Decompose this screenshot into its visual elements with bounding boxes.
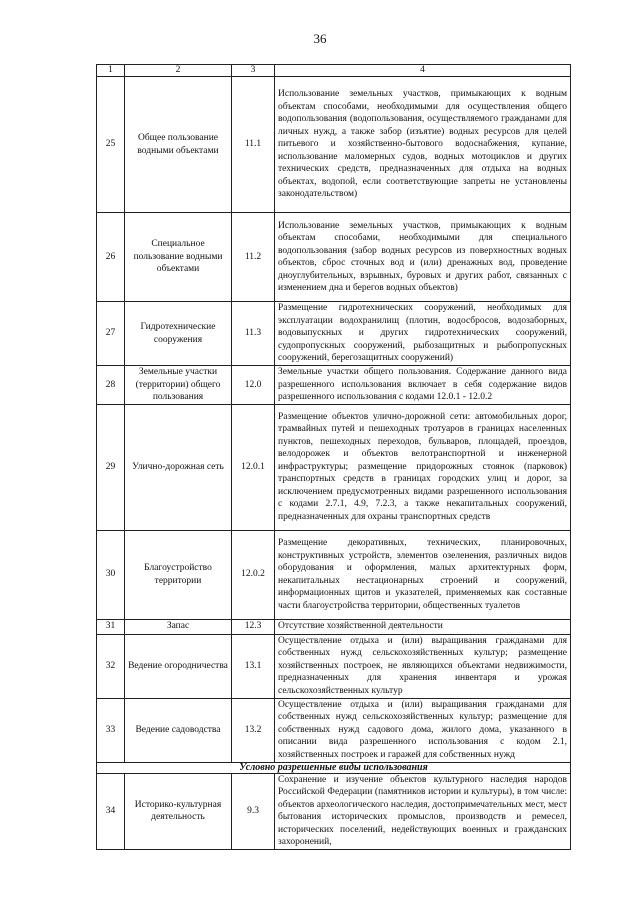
section-row: [97, 762, 571, 773]
row-number: 34: [97, 773, 125, 849]
row-code: 12.3: [232, 619, 275, 634]
row-name: Земельные участки (территории) общего пользования: [125, 366, 232, 405]
row-number: 27: [97, 302, 125, 366]
row-number: 30: [97, 530, 125, 619]
header-col-1: 1: [97, 65, 125, 77]
row-code: 11.3: [232, 302, 275, 366]
land-use-table: [96, 64, 571, 850]
page-number: 36: [313, 31, 327, 46]
row-name: Улично-дорожная сеть: [125, 404, 232, 530]
table-row: [97, 530, 571, 619]
row-number: 26: [97, 213, 125, 302]
table-row: [97, 366, 571, 405]
row-number: 25: [97, 77, 125, 213]
header-col-3: 3: [232, 65, 275, 77]
row-name: Запас: [125, 619, 232, 634]
header-col-2: 2: [125, 65, 232, 77]
header-col-4: 4: [275, 65, 571, 77]
row-description: Земельные участки общего пользования. Содержание данного вида разрешенного использования включает в себя содержание видов разрешенного использования с кодами 12.0.1 - 12.0.2: [275, 366, 571, 405]
table-row: [97, 773, 571, 849]
row-number: 33: [97, 698, 125, 762]
row-description: Осуществление отдыха и (или) выращивания гражданами для собственных нужд сельскохозяйственных культур; размещение для собственных нужд садового дома, жилого дома, указанного в описании вида разрешенного использования с кодом 2.1, хозяйственных построек и гаражей для собственных нужд: [275, 698, 571, 762]
row-description: Отсутствие хозяйственной деятельности: [275, 619, 571, 634]
row-description: Размещение гидротехнических сооружений, необходимых для эксплуатации водохранилищ (плотин, водосбросов, водозаборных, водовыпускных и других гидротехнических сооружений, судопропускных сооружений, рыбозащитных и рыбопропускных сооружений, берегозащитных сооружений): [275, 302, 571, 366]
row-code: 9.3: [232, 773, 275, 849]
row-description: Использование земельных участков, примыкающих к водным объектам способами, необходимыми для осуществления общего водопользования (водопользования, осуществляемого гражданами для личных нужд, а также забор (изъятие) водных ресурсов для целей питьевого и хозяйственно-бытового водоснабжения, купание, использование маломерных судов, водных мотоциклов и других технических средств, предназначенных для отдыха на водных объектах, водопой, если соответствующие запреты не установлены законодательством): [275, 77, 571, 213]
row-number: 31: [97, 619, 125, 634]
row-description: Размещение декоративных, технических, планировочных, конструктивных устройств, элементов озеленения, различных видов оборудования и оформления, малых архитектурных форм, некапитальных нестационарных строений и сооружений, информационных щитов и указателей, применяемых как составные части благоустройства территории, общественных туалетов: [275, 530, 571, 619]
row-name: Специальное пользование водными объектами: [125, 213, 232, 302]
table-row: [97, 698, 571, 762]
row-description: Использование земельных участков, примыкающих к водным объектам способами, необходимыми для специального водопользования (забор водных ресурсов из поверхностных водных объектов, сброс сточных вод и (или) дренажных вод, проведение дноуглубительных, взрывных, буровых и других работ, связанных с изменением дна и берегов водных объектов): [275, 213, 571, 302]
row-code: 12.0.1: [232, 404, 275, 530]
row-name: Общее пользование водными объектами: [125, 77, 232, 213]
section-title: Условно разрешенные виды использования: [97, 762, 571, 773]
row-code: 11.2: [232, 213, 275, 302]
row-code: 13.1: [232, 634, 275, 698]
table-row: [97, 213, 571, 302]
row-number: 28: [97, 366, 125, 405]
row-code: 11.1: [232, 77, 275, 213]
row-description: Сохранение и изучение объектов культурного наследия народов Российской Федерации (памятников истории и культуры), в том числе: объектов археологического наследия, достопримечательных мест, мест бытования исторических промыслов, производств и ремесел, исторических поселений, недействующих военных и гражданских захоронений,: [275, 773, 571, 849]
row-name: Благоустройство территории: [125, 530, 232, 619]
table-row: [97, 77, 571, 213]
row-name: Историко-культурная деятельность: [125, 773, 232, 849]
row-code: 12.0.2: [232, 530, 275, 619]
table-row: [97, 634, 571, 698]
table-header-row: [97, 65, 571, 77]
row-description: Размещение объектов улично-дорожной сети: автомобильных дорог, трамвайных путей и пешеходных тротуаров в границах населенных пунктов, пешеходных переходов, бульваров, площадей, проездов, велодорожек и объектов велотранспортной и инженерной инфраструктуры; размещение придорожных стоянок (парковок) транспортных средств в границах городских улиц и дорог, за исключением предусмотренных видами разрешенного использования с кодами 2.7.1, 4.9, 7.2.3, а также некапитальных сооружений, предназначенных для охраны транспортных средств: [275, 404, 571, 530]
row-number: 32: [97, 634, 125, 698]
table-row: [97, 619, 571, 634]
row-name: Ведение садоводства: [125, 698, 232, 762]
row-code: 12.0: [232, 366, 275, 405]
row-name: Ведение огородничества: [125, 634, 232, 698]
row-number: 29: [97, 404, 125, 530]
row-name: Гидротехнические сооружения: [125, 302, 232, 366]
table-row: [97, 404, 571, 530]
row-description: Осуществление отдыха и (или) выращивания гражданами для собственных нужд сельскохозяйственных культур; размещение хозяйственных построек, не являющихся объектами недвижимости, предназначенных для хранения инвентаря и урожая сельскохозяйственных культур: [275, 634, 571, 698]
table-row: [97, 302, 571, 366]
row-code: 13.2: [232, 698, 275, 762]
